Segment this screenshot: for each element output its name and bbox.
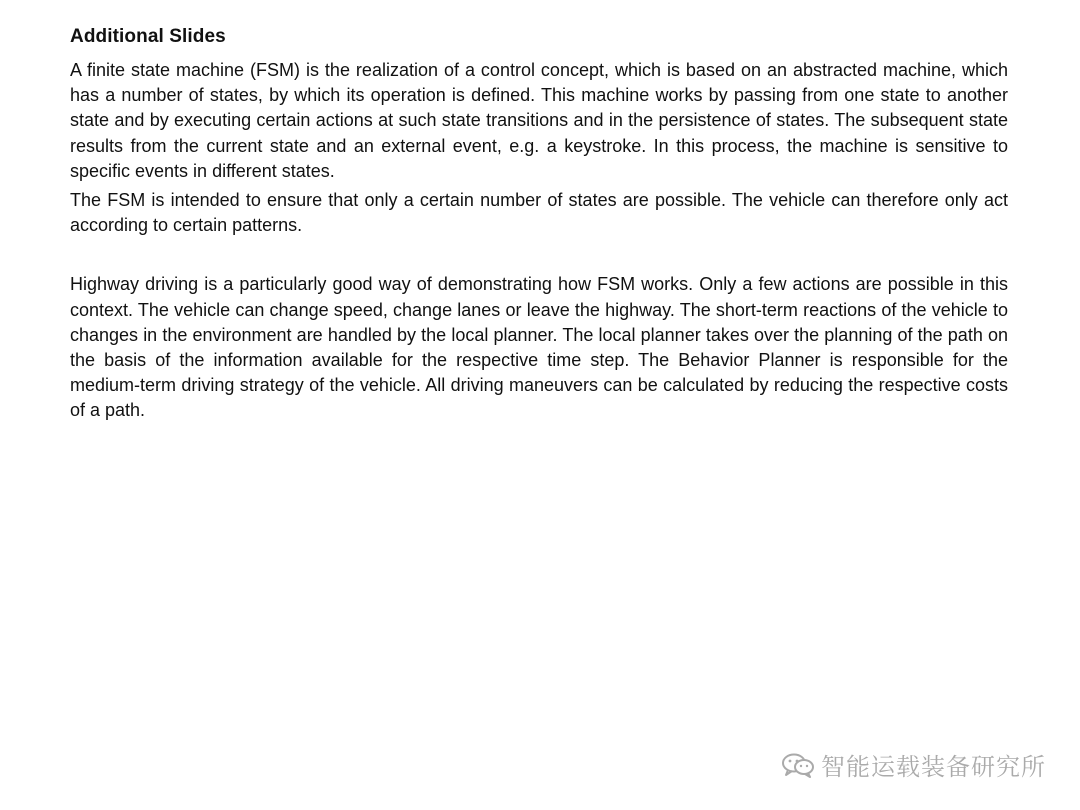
wechat-icon bbox=[781, 752, 815, 778]
page-title: Additional Slides bbox=[70, 26, 226, 47]
watermark-text: 智能运载装备研究所 bbox=[821, 753, 1046, 781]
paragraph-highway-driving: Highway driving is a particularly good way of demonstrating how FSM works. Only a few actions are possible in this context. The vehicle can change speed, change lanes or leave the highway. The short-term reactions of the vehicle to changes in the environment are handled by the local planner. The local planner takes over the planning of the path on the basis of the information available for the respective time step. The Behavior Planner is responsible for the medium-term driving strategy of the vehicle. All driving maneuvers can be calculated by reducing the respective costs of a path. bbox=[70, 274, 1008, 421]
document-page bbox=[70, 24, 1008, 424]
paragraph-fsm-definition: A finite state machine (FSM) is the realization of a control concept, which is based on an abstracted machine, which has a number of states, by which its operation is defined. This machine works by passing from one state to another state and by executing certain actions at such state transitions and in the persistence of states. The subsequent state results from the current state and an external event, e.g. a keystroke. In this process, the machine is sensitive to specific events in different states. bbox=[70, 60, 1008, 181]
paragraph-fsm-purpose: The FSM is intended to ensure that only a certain number of states are possible. The vehicle can therefore only act according to certain patterns. bbox=[70, 190, 1008, 236]
watermark bbox=[781, 747, 1046, 782]
